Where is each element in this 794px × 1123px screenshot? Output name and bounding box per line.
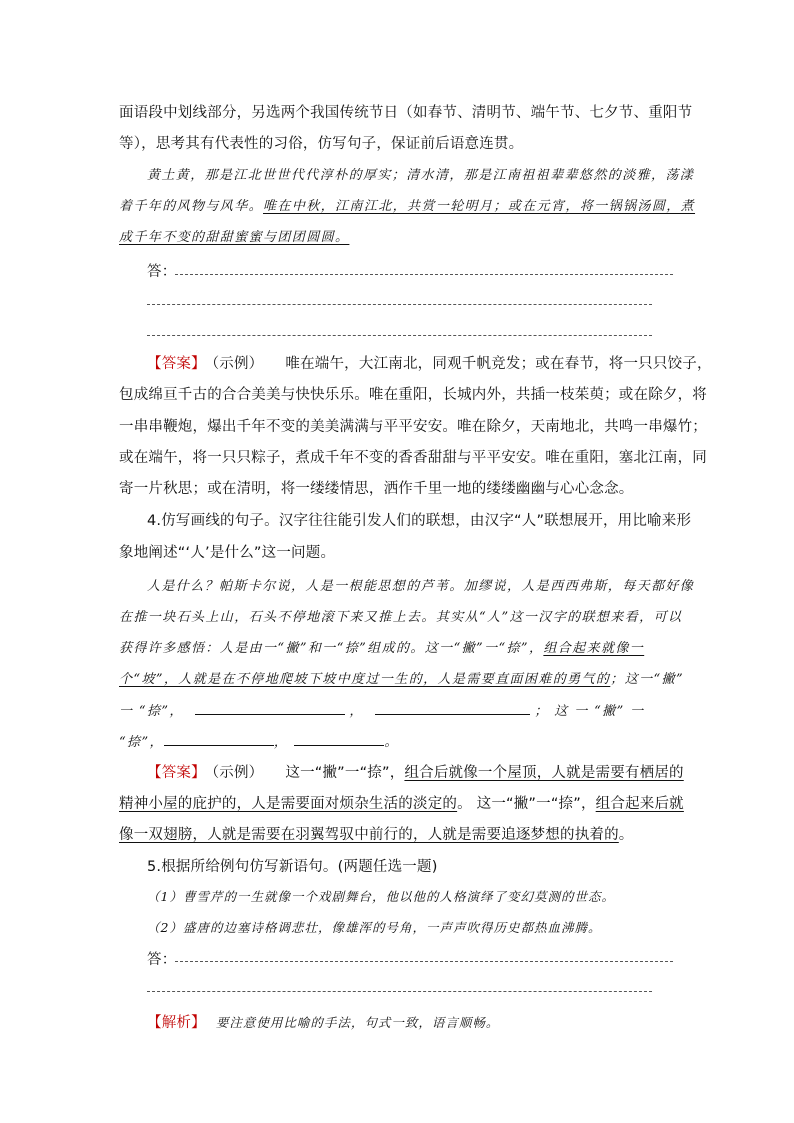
answer2-text-3-underlined: 像一双翅膀，人就是需要在羽翼驾驭中前行的，人就是需要追逐梦想的执着的 bbox=[119, 827, 619, 843]
answer-line-1b[interactable] bbox=[147, 304, 652, 305]
answer-line-2a[interactable] bbox=[175, 961, 673, 962]
analysis-text: 要注意使用比喻的手法，句式一致，语言顺畅。 bbox=[215, 1015, 500, 1030]
answer2-text-3-plain: 。 bbox=[618, 827, 634, 843]
answer-label-2: 答： bbox=[147, 952, 177, 968]
fill-suffix-1: ； 这 一 “撇” 一 bbox=[534, 704, 645, 719]
passage2-line-4 bbox=[119, 668, 684, 687]
passage1-line-2-underlined: 唯在中秋，江南江北，共赏一轮明月；或在元宵，将一锅锅汤圆，煮 bbox=[263, 199, 696, 214]
answer1-line-4: 或在端午，将一只只粽子，煮成千年不变的香香甜甜与平平安安。唯在重阳，塞北江南，同 bbox=[119, 450, 707, 466]
answer2-line-3 bbox=[119, 823, 634, 844]
answer2-text-2-underlined: 精神小屋的庇护的，人是需要面对烦杂生活的淡定的 bbox=[119, 796, 458, 812]
fill-blank-4[interactable] bbox=[294, 733, 384, 746]
fill-sep-1: ， bbox=[349, 704, 364, 719]
fill-prefix-1: 一 “捺”， bbox=[119, 704, 184, 719]
answer2-line-1 bbox=[147, 761, 684, 782]
passage2-line-3-plain: 获得许多感悟：人是由一“撇”和一“捺”组成的。这一“撇”一“捺”， bbox=[119, 641, 544, 656]
passage1-line-3: 成千年不变的甜甜蜜蜜与团团圆圆。 bbox=[119, 230, 350, 245]
answer1-line-1 bbox=[147, 352, 712, 373]
answer-line-2b[interactable] bbox=[147, 991, 652, 992]
answer-tag: 【答案】 bbox=[147, 765, 206, 781]
passage2-line-3 bbox=[119, 637, 644, 656]
example-label: （示例） bbox=[211, 765, 264, 781]
passage2-line-2: 在推一块石头上山，石头不停地滚下来又推上去。其实从“人”这一汉字的联想来看，可以 bbox=[119, 610, 683, 625]
passage1-line-2-plain: 着千年的风物与风华。 bbox=[119, 199, 264, 214]
answer1-text-1: 唯在端午，大江南北，同观千帆竞发；或在春节，将一只只饺子， bbox=[285, 356, 712, 372]
fill-blank-1[interactable] bbox=[195, 702, 345, 715]
answer-line-1c[interactable] bbox=[147, 335, 652, 336]
passage2-line-3-underlined: 组合起来就像一 bbox=[543, 641, 645, 656]
passage2-line-1: 人是什么？帕斯卡尔说，人是一根能思想的芦苇。加缪说，人是西西弗斯，每天都好像 bbox=[147, 579, 695, 594]
answer-tag: 【答案】 bbox=[147, 356, 206, 372]
q4-line-2: 象地阐述“‘人’是什么”这一问题。 bbox=[119, 545, 336, 561]
q5-item-1: （1）曹雪芹的一生就像一个戏剧舞台，他以他的人格演绎了变幻莫测的世态。 bbox=[147, 889, 615, 904]
intro-line-1: 面语段中划线部分，另选两个我国传统节日（如春节、清明节、端午节、七夕节、重阳节 bbox=[119, 105, 693, 121]
fill-sep-2: ， bbox=[273, 735, 289, 750]
passage1-line-1: 黄土黄，那是江北世世代代淳朴的厚实；清水清，那是江南祖祖辈辈悠然的淡雅，荡漾 bbox=[147, 168, 695, 183]
passage1-line-2 bbox=[119, 195, 695, 214]
intro-line-2: 等），思考其有代表性的习俗，仿写句子，保证前后语意连贯。 bbox=[119, 136, 524, 152]
fill-blank-3[interactable] bbox=[164, 733, 274, 746]
q5-item-2: （2）盛唐的边塞诗格调悲壮，像雄浑的号角，一声声吹得历史都热血沸腾。 bbox=[147, 920, 602, 935]
answer2-text-1-plain: 这一“撇”一“捺”， bbox=[285, 765, 405, 781]
answer2-text-2-underlined-b: 组合起来后就 bbox=[595, 796, 684, 812]
answer-line-1a[interactable] bbox=[175, 274, 673, 275]
fill-end: 。 bbox=[384, 735, 399, 750]
q5-title: 5.根据所给例句仿写新语句。(两题任选一题) bbox=[147, 859, 438, 875]
analysis-line bbox=[147, 1011, 499, 1032]
answer1-line-3: 一串串鞭炮，爆出千年不变的美美满满与平平安安。唯在除夕，天南地北，共鸣一串爆竹； bbox=[119, 419, 707, 435]
example-label: （示例） bbox=[211, 356, 264, 372]
answer1-line-2: 包成绵亘千古的合合美美与快快乐乐。唯在重阳，长城内外，共插一枝茱萸；或在除夕，将 bbox=[119, 387, 707, 403]
answer2-text-2-plain: 。 这一“撇”一“捺”， bbox=[457, 796, 596, 812]
answer2-text-1-underlined: 组合后就像一个屋顶，人就是需要有栖居的 bbox=[404, 765, 684, 781]
passage2-line-4-plain: ；这一“撇” bbox=[610, 672, 684, 687]
analysis-tag: 【解析】 bbox=[147, 1015, 206, 1031]
answer-label-1: 答： bbox=[147, 264, 177, 280]
passage2-line-4-underlined: 个“坡”，人就是在不停地爬坡下坡中度过一生的，人是需要直面困难的勇气的 bbox=[119, 672, 611, 687]
q4-line-1: 4.仿写画线的句子。汉字往往能引发人们的联想，由汉字“人”联想展开，用比喻来形 bbox=[147, 513, 692, 529]
answer1-line-5: 寄一片秋思；或在清明，将一缕缕情思，洒作千里一地的缕缕幽幽与心心念念。 bbox=[119, 481, 634, 497]
passage2-line-6 bbox=[119, 731, 399, 750]
answer2-line-2 bbox=[119, 792, 684, 813]
fill-prefix-2: “捺”， bbox=[119, 735, 164, 750]
fill-blank-2[interactable] bbox=[375, 702, 530, 715]
passage2-line-5 bbox=[119, 700, 645, 719]
